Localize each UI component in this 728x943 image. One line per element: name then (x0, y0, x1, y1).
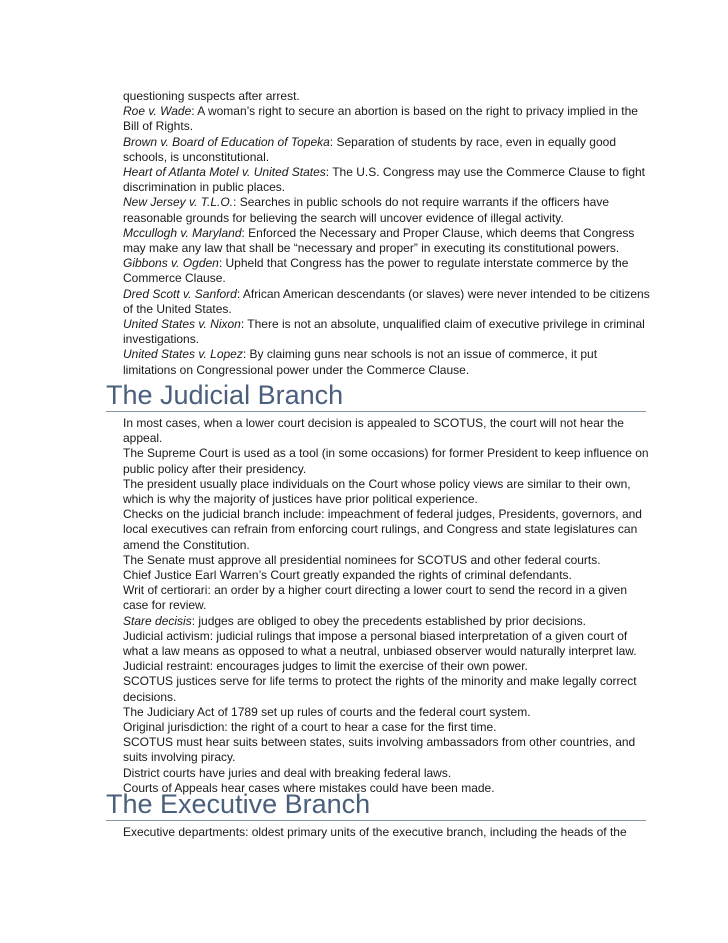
list-item: Executive departments: oldest primary units of the executive branch, including the heads of the (123, 825, 627, 839)
case-text: : There is not an absolute, unqualified claim of executive privilege in criminal investigations. (123, 317, 645, 347)
list-item: Writ of certiorari: an order by a higher court directing a lower court to send the record in a given case for review. (123, 583, 628, 613)
list-item: The Judiciary Act of 1789 set up rules of courts and the federal court system. (123, 704, 531, 719)
list-item (123, 317, 653, 347)
case-title: United States v. Lopez (123, 347, 243, 362)
list-item: Courts of Appeals hear cases where mistakes could have been made. (123, 780, 495, 795)
case-title: United States v. Nixon (123, 317, 241, 332)
list-item (123, 256, 653, 286)
case-text: : African American descendants (or slaves) were never intended to be citizens of the United States. (123, 286, 650, 316)
list-item (123, 195, 653, 225)
list-item: In most cases, when a lower court decision is appealed to SCOTUS, the court will not hear the appeal. (123, 416, 624, 446)
term-text: : judges are obliged to obey the precedents established by prior decisions. (191, 613, 586, 628)
list-item: Chief Justice Earl Warren’s Court greatly expanded the rights of criminal defendants. (123, 568, 572, 583)
case-title: Mccullogh v. Maryland (123, 225, 242, 240)
case-title: Gibbons v. Ogden (123, 256, 219, 271)
list-item: District courts have juries and deal with breaking federal laws. (123, 765, 452, 780)
case-text: : Separation of students by race, even in equally good schools, is unconstitutional. (123, 134, 616, 164)
list-item: Checks on the judicial branch include: impeachment of federal judges, Presidents, governors, and local executives can refrain from enforcing court rulings, and Congress and state legislatures can amend the Constitution. (123, 507, 642, 552)
list-item: Judicial activism: judicial rulings that impose a personal biased interpretation of a given court of what a law means as opposed to what a neutral, unbiased observer would naturally interpret law. (123, 628, 637, 659)
case-text: : Enforced the Necessary and Proper Clause, which deems that Congress may make any law that shall be “necessary and proper” in executing its constitutional powers. (123, 225, 635, 256)
list-item (123, 165, 653, 195)
list-item (123, 104, 653, 134)
list-item: The president usually place individuals on the Court whose policy views are similar to their own, which is why the majority of justices have prior political experience. (123, 476, 631, 507)
executive-branch-list (123, 825, 653, 840)
case-title: Heart of Atlanta Motel v. United States (123, 165, 326, 180)
case-title: Dred Scott v. Sanford (123, 286, 237, 301)
list-item: SCOTUS must hear suits between states, suits involving ambassadors from other countries, and suits involving piracy. (123, 735, 636, 765)
case-title: Brown v. Board of Education of Topeka (123, 134, 330, 149)
list-item (123, 614, 653, 629)
list-item: The Senate must approve all presidential nominees for SCOTUS and other federal courts. (123, 552, 601, 567)
court-cases-list (123, 89, 653, 378)
case-title: New Jersey v. T.L.O. (123, 195, 234, 210)
list-item: Original jurisdiction: the right of a court to hear a case for the first time. (123, 720, 497, 735)
case-text: : Searches in public schools do not require warrants if the officers have reasonable grounds for believing the search will uncover evidence of illegal activity. (123, 195, 610, 225)
case-text: : Upheld that Congress has the power to regulate interstate commerce by the Commerce Clause. (123, 256, 629, 286)
list-item: questioning suspects after arrest. (123, 89, 300, 103)
section-heading-judicial-branch: The Judicial Branch (106, 380, 646, 412)
term-title: Stare decisis (123, 613, 192, 628)
section-heading-executive-branch: The Executive Branch (106, 789, 646, 821)
case-title: Roe v. Wade (123, 104, 192, 119)
list-item (123, 135, 653, 165)
list-item (123, 287, 653, 317)
list-item: Judicial restraint: encourages judges to limit the exercise of their own power. (123, 659, 528, 674)
case-text: : A woman’s right to secure an abortion is based on the right to privacy implied in the Bill of Rights. (123, 104, 638, 134)
case-text: : The U.S. Congress may use the Commerce Clause to fight discrimination in public places. (123, 165, 646, 195)
list-item: SCOTUS justices serve for life terms to protect the rights of the minority and make legally correct decisions. (123, 674, 637, 704)
case-text: : By claiming guns near schools is not an issue of commerce, it put limitations on Congressional power under the Commerce Clause. (123, 347, 598, 377)
list-item (123, 347, 653, 377)
judicial-branch-list (123, 416, 653, 796)
list-item: The Supreme Court is used as a tool (in some occasions) for former President to keep influence on public policy after their presidency. (123, 446, 649, 476)
list-item (123, 226, 653, 256)
